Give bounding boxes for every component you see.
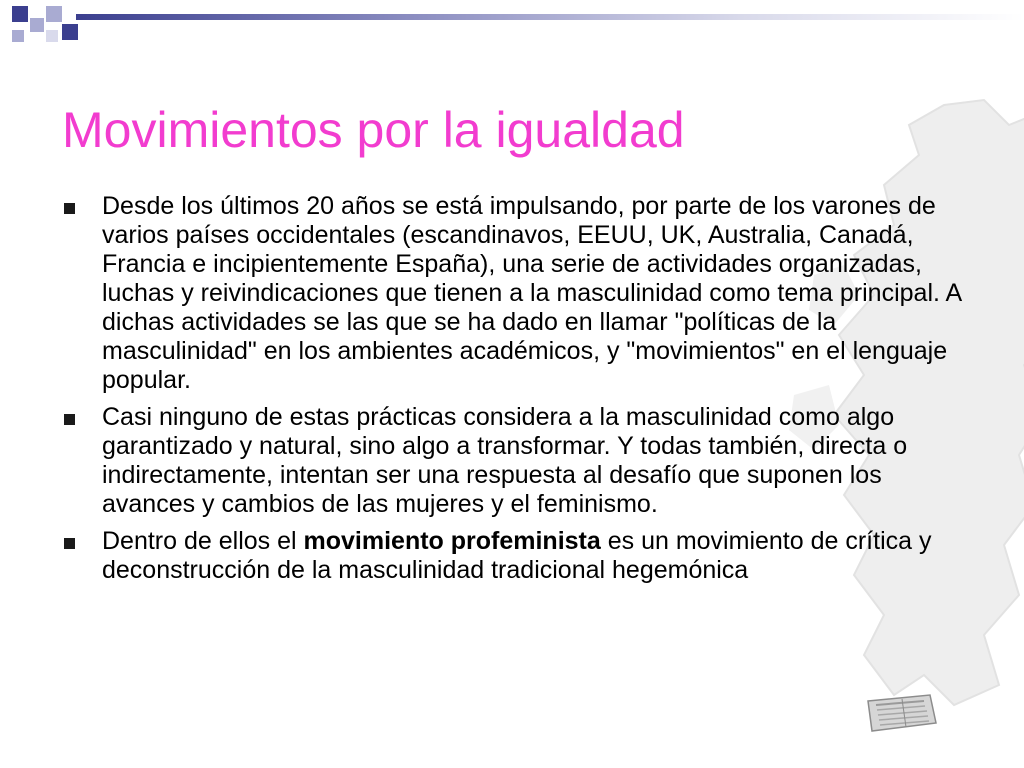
header-line: [76, 14, 1024, 20]
bullet-text-before: Dentro de ellos el: [102, 527, 304, 555]
newspaper-icon: [864, 693, 938, 733]
bullet-text-after: es un movimiento de crítica y deconstrucción de la masculinidad tradicional hegemónica: [102, 527, 932, 584]
square-bullet-icon: [64, 203, 75, 214]
bullet-text: Casi ninguno de estas prácticas considera a la masculinidad como algo garantizado y natural, sino algo a transformar. Y todas también, directa o indirectamente, intentan ser una respuesta al desafío que suponen los avances y cambios de las mujeres y el feminismo.: [102, 403, 908, 518]
bullet-text: Desde los últimos 20 años se está impulsando, por parte de los varones de varios países occidentales (escandinavos, EEUU, UK, Australia, Canadá, Francia e incipientemente España), una serie de actividades organizadas, luchas y reivindicaciones que tienen a la masculinidad como tema principal. A dichas actividades se las que se ha dado en llamar "políticas de la masculinidad" en los ambientes académicos, y "movimientos" en el lenguaje popular.: [102, 192, 961, 394]
bullet-item: [62, 192, 962, 395]
corner-squares-icon: [0, 0, 120, 60]
slide-title: Movimientos por la igualdad: [62, 102, 685, 158]
bullet-item: [62, 403, 962, 519]
square-bullet-icon: [64, 414, 75, 425]
square-bullet-icon: [64, 538, 75, 549]
bullet-item: [62, 527, 962, 585]
bullet-list: [62, 192, 962, 593]
bullet-text-bold: movimiento profeminista: [303, 527, 601, 555]
